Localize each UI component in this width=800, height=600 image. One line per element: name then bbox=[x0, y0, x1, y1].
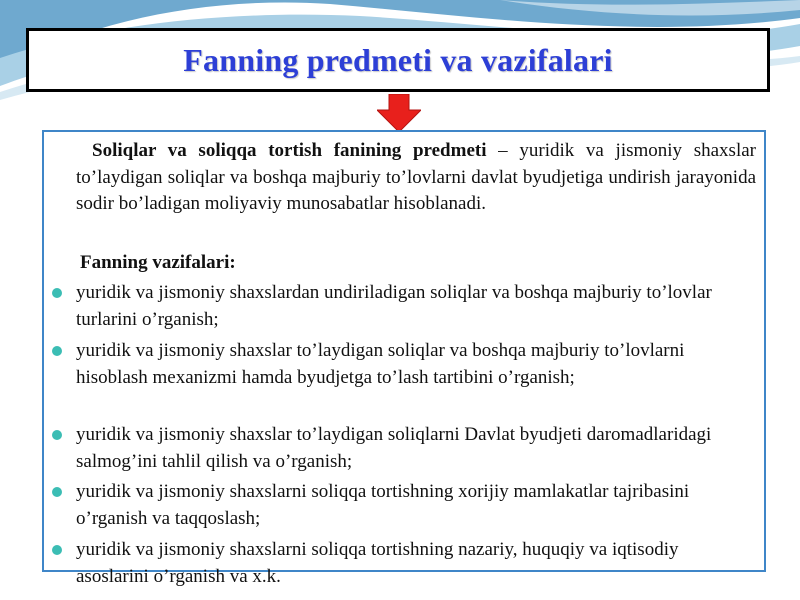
task-item bbox=[76, 537, 756, 590]
bullet-icon bbox=[52, 545, 62, 555]
task-text: yuridik va jismoniy shaxslarni soliqqa tortishning nazariy, huquqiy va iqtisodiy asoslarini o’rganish va x.k. bbox=[76, 539, 679, 587]
task-text: yuridik va jismoniy shaxslar to’laydigan soliqlarni Davlat byudjeti daromadlaridagi salmog’ini tahlil qilish va o’rganish; bbox=[76, 424, 712, 472]
task-text: yuridik va jismoniy shaxslar to’laydigan soliqlar va boshqa majburiy to’lovlarni hisoblash mexanizmi hamda byudjetga to’lash tartibini o’rganish; bbox=[76, 340, 685, 388]
down-arrow-icon bbox=[377, 94, 421, 132]
task-text: yuridik va jismoniy shaxslarni soliqqa tortishning xorijiy mamlakatlar tajribasini o’rganish va taqqoslash; bbox=[76, 481, 690, 529]
slide-title: Fanning predmeti va vazifalari bbox=[183, 41, 613, 78]
bullet-icon bbox=[52, 346, 62, 356]
task-item bbox=[76, 280, 756, 333]
bullet-icon bbox=[52, 487, 62, 497]
task-item bbox=[76, 338, 756, 391]
definition-text: – yuridik va jismoniy shaxslar to’laydigan soliqlar va boshqa majburiy to’lovlarni davlat byudjetiga undirish jarayonida sodir bo’ladigan moliyaviy munosabatlar hisoblanadi. bbox=[76, 140, 756, 214]
title-box bbox=[26, 28, 770, 92]
subject-definition bbox=[76, 138, 756, 218]
bullet-icon bbox=[52, 430, 62, 440]
task-item bbox=[76, 422, 756, 475]
task-item bbox=[76, 479, 756, 532]
definition-term: Soliqlar va soliqqa tortish fanining predmeti bbox=[92, 140, 487, 161]
task-text: yuridik va jismoniy shaxslardan undiriladigan soliqlar va boshqa majburiy to’lovlar turlarini o’rganish; bbox=[76, 282, 712, 330]
tasks-heading: Fanning vazifalari: bbox=[80, 252, 236, 273]
bullet-icon bbox=[52, 288, 62, 298]
